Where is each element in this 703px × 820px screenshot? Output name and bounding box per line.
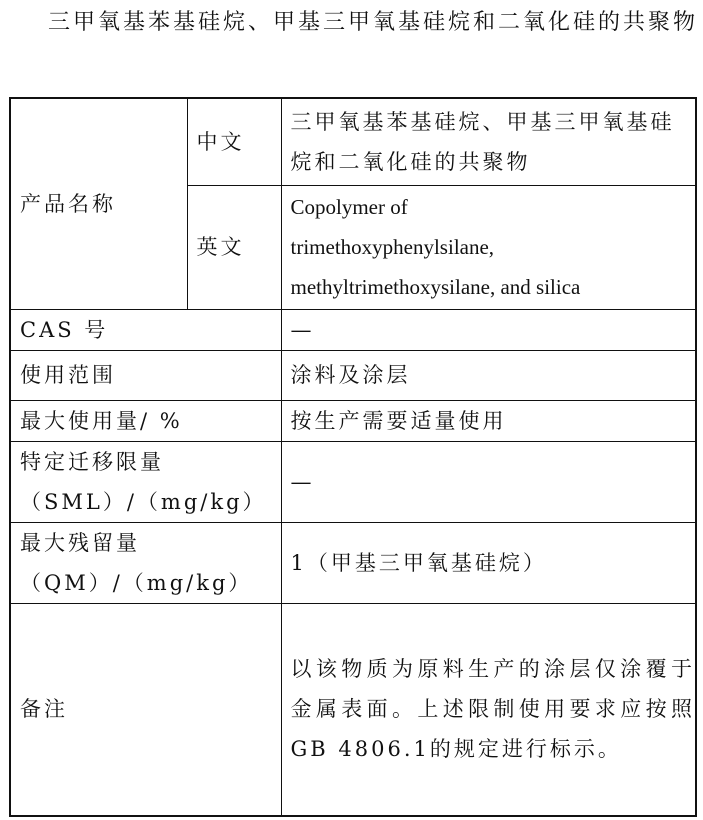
table-row-sml (10, 441, 696, 522)
table-row-usage (10, 350, 696, 400)
qm-label-line: 最大残留量 (20, 530, 140, 555)
cas-label: CAS 号 (10, 309, 281, 350)
table-row-cas (10, 309, 696, 350)
sml-label (10, 441, 281, 522)
max-use-value: 按生产需要适量使用 (281, 400, 696, 441)
english-name-line: Copolymer of (290, 195, 408, 219)
remarks-value: 以该物质为原料生产的涂层仅涂覆于金属表面。上述限制使用要求应按照GB 4806.1的规定进行标示。 (281, 603, 696, 816)
product-name-label: 产品名称 (10, 98, 187, 309)
max-use-label: 最大使用量/ % (10, 400, 281, 441)
english-name-value (281, 185, 696, 309)
chinese-label: 中文 (187, 98, 281, 185)
qm-label-line: （QM）/（mg/kg） (20, 570, 253, 595)
qm-label (10, 522, 281, 603)
table-row-chinese-name (10, 98, 696, 185)
usage-label: 使用范围 (10, 350, 281, 400)
remarks-label: 备注 (10, 603, 281, 816)
sml-value: — (281, 441, 696, 522)
cas-value: — (281, 309, 696, 350)
chinese-name-value: 三甲氧基苯基硅烷、甲基三甲氧基硅烷和二氧化硅的共聚物 (281, 98, 696, 185)
table-row-qm (10, 522, 696, 603)
table-row-max-use (10, 400, 696, 441)
substance-spec-table (9, 97, 697, 817)
qm-value: 1（甲基三甲氧基硅烷） (281, 522, 696, 603)
document-title: 三甲氧基苯基硅烷、甲基三甲氧基硅烷和二氧化硅的共聚物 (48, 10, 699, 35)
english-name-line: trimethoxyphenylsilane, (290, 235, 495, 259)
sml-label-line: 特定迁移限量 (20, 449, 164, 474)
sml-label-line: （SML）/（mg/kg） (20, 489, 267, 514)
usage-value: 涂料及涂层 (281, 350, 696, 400)
english-name-line: methyltrimethoxysilane, and silica (290, 275, 581, 299)
english-label: 英文 (187, 185, 281, 309)
table-row-remarks (10, 603, 696, 816)
